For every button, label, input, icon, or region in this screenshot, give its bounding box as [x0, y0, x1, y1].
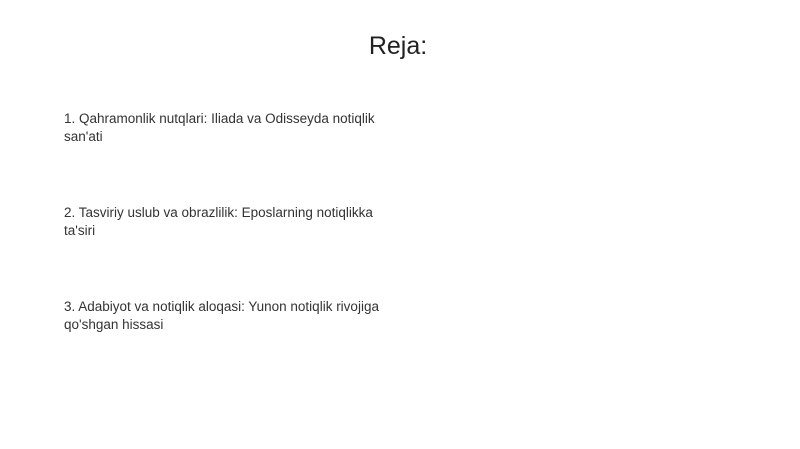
slide-title: Reja: [368, 32, 428, 60]
plan-item-2: 2. Tasviriy uslub va obrazlilik: Eposlarning notiqlikka ta'siri [64, 205, 373, 238]
plan-list [64, 110, 404, 334]
plan-item-3: 3. Adabiyot va notiqlik aloqasi: Yunon notiqlik rivojiga qo'shgan hissasi [64, 299, 379, 332]
plan-item-1: 1. Qahramonlik nutqlari: Iliada va Odisseyda notiqlik san'ati [64, 111, 375, 144]
